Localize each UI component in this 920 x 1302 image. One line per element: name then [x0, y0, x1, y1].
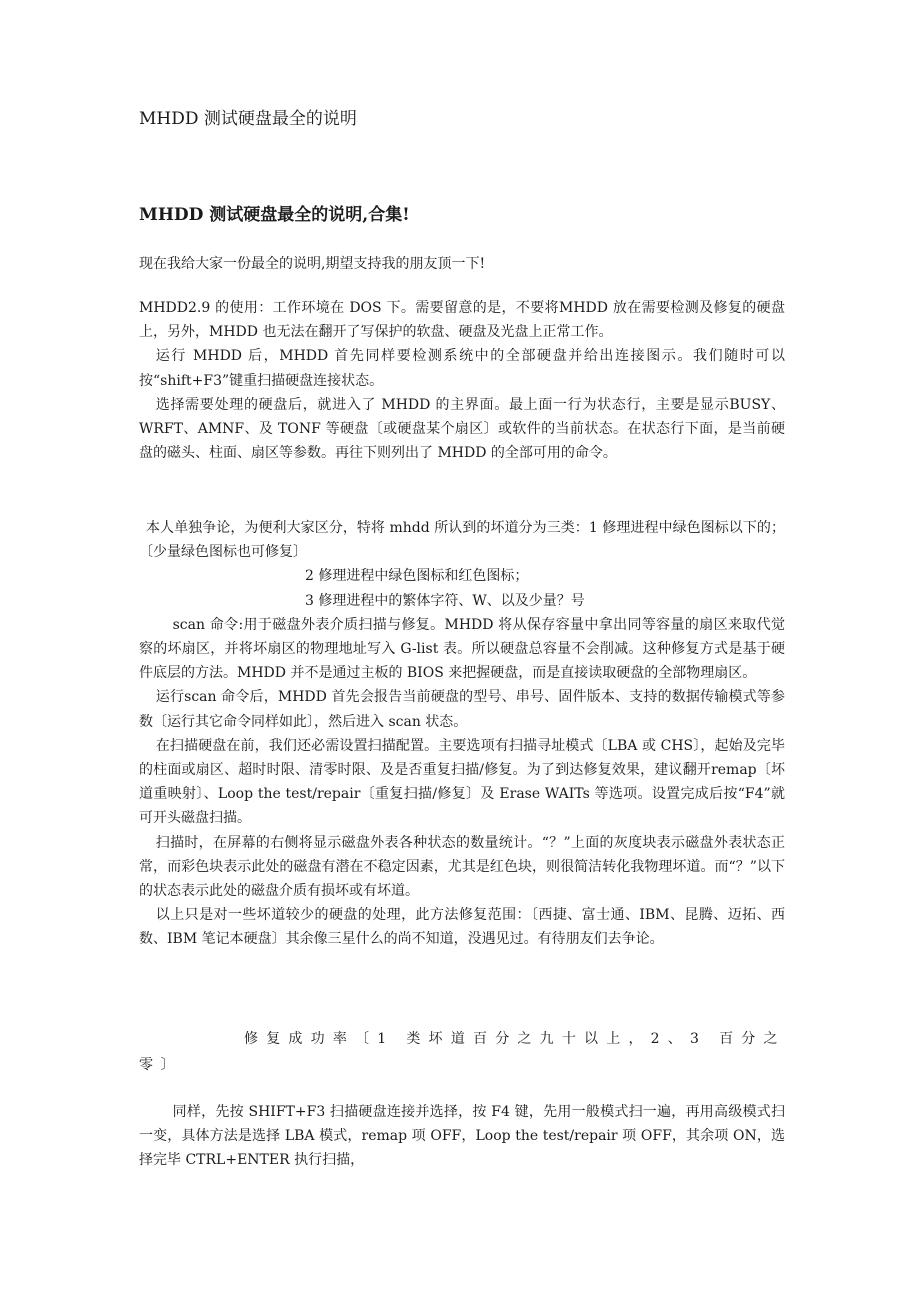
- success-rate-section: [139, 1026, 785, 1078]
- repair-scope-paragraph: 以上只是对一些坏道较少的硬盘的处理，此方法修复范围：〔西捷、富士通、IBM、昆腾、迈拓、西数、IBM 笔记本硬盘〕其余像三星什么的尚不知道，没遇见过。有待朋友们去争论。: [139, 907, 785, 948]
- scan-status-paragraph: 扫描时，在屏幕的右侧将显示磁盘外表各种状态的数量统计。“？”上面的灰度块表示磁盘外表状态正常，而彩色块表示此处的磁盘有潜在不稳定因素，尤其是红色块，则很简洁转化我物理坏道。而“？”以下的状态表示此处的磁盘介质有损坏或有坏道。: [139, 834, 785, 900]
- usage-paragraph-1: MHDD2.9 的使用：工作环境在 DOS 下。需要留意的是，不要将MHDD 放在需要检测及修复的硬盘上，另外，MHDD 也无法在翻开了写保护的软盘、硬盘及光盘上正常工作。: [139, 300, 785, 341]
- usage-paragraph-3: 选择需要处理的硬盘后，就进入了 MHDD 的主界面。最上面一行为状态行，主要是显示BUSY、WRFT、AMNF、及 TONF 等硬盘〔或硬盘某个扇区〕或软件的当前状态。在状态行下面，是当前硬盘的磁头、柱面、扇区等参数。再往下则列出了 MHDD 的全部可用的命令。: [139, 396, 785, 462]
- main-heading: MHDD 测试硬盘最全的说明,合集!: [139, 205, 410, 225]
- usage-paragraph-2: 运行 MHDD 后，MHDD 首先同样要检测系统中的全部硬盘并给出连接图示。我们随时可以按“shift+F3”键重扫描硬盘连接状态。: [139, 348, 785, 389]
- procedure-paragraph: 同样，先按 SHIFT+F3 扫描硬盘连接并选择，按 F4 键，先用一般模式扫一遍，再用高级模式扫一变，具体方法是选择 LBA 模式，remap 项 OFF，Loop the test/repair 项 OFF，其余项 ON，选择完毕 CTRL+ENTER 执行扫描，: [139, 1104, 785, 1169]
- document-title: MHDD 测试硬盘最全的说明: [139, 109, 357, 129]
- usage-section: [139, 296, 785, 465]
- bad-sector-classification: 本人单独争论，为便利大家区分，特将 mhdd 所认到的坏道分为三类：1 修理进程中绿色图标以下的；〔少量绿色图标也可修复〕: [139, 520, 785, 561]
- success-rate-line: 修复成功率〔1 类坏道百分之九十以上，2、3 百分之零〕: [139, 1031, 785, 1073]
- bad-sector-type-2: 2 修理进程中绿色图标和红色图标；: [305, 568, 529, 585]
- scan-command-paragraph: scan 命令:用于磁盘外表介质扫描与修复。MHDD 将从保存容量中拿出同等容量的扇区来取代觉察的坏扇区，并将坏扇区的物理地址写入 G-list 表。所以硬盘总容量不会削减。这种修复方式是基于硬件底层的方法。MHDD 并不是通过主板的 BIOS 来把握硬盘，而是直接读取硬盘的全部物理扇区。: [139, 616, 785, 682]
- procedure-section: [139, 1100, 785, 1173]
- bad-sector-section: [139, 516, 785, 952]
- scan-config-paragraph: 在扫描硬盘在前，我们还必需设置扫描配置。主要选项有扫描寻址模式〔LBA 或 CHS〕，起始及完毕的柱面或扇区、超时时限、清零时限、及是否重复扫描/修复。为了到达修复效果，建议翻开remap〔坏道重映射〕、Loop the test/repair〔重复扫描/修复〕及 Erase WAITs 等选项。设置完成后按“F4”就可开头磁盘扫描。: [139, 737, 785, 827]
- bad-sector-type-3: 3 修理进程中的繁体字符、W、以及少量？号: [305, 592, 585, 609]
- intro-paragraph: 现在我给大家一份最全的说明,期望支持我的朋友顶一下!: [139, 256, 486, 272]
- scan-run-paragraph: 运行scan 命令后，MHDD 首先会报告当前硬盘的型号、串号、固件版本、支持的数据传输模式等参数〔运行其它命令同样如此〕，然后进入 scan 状态。: [139, 689, 785, 730]
